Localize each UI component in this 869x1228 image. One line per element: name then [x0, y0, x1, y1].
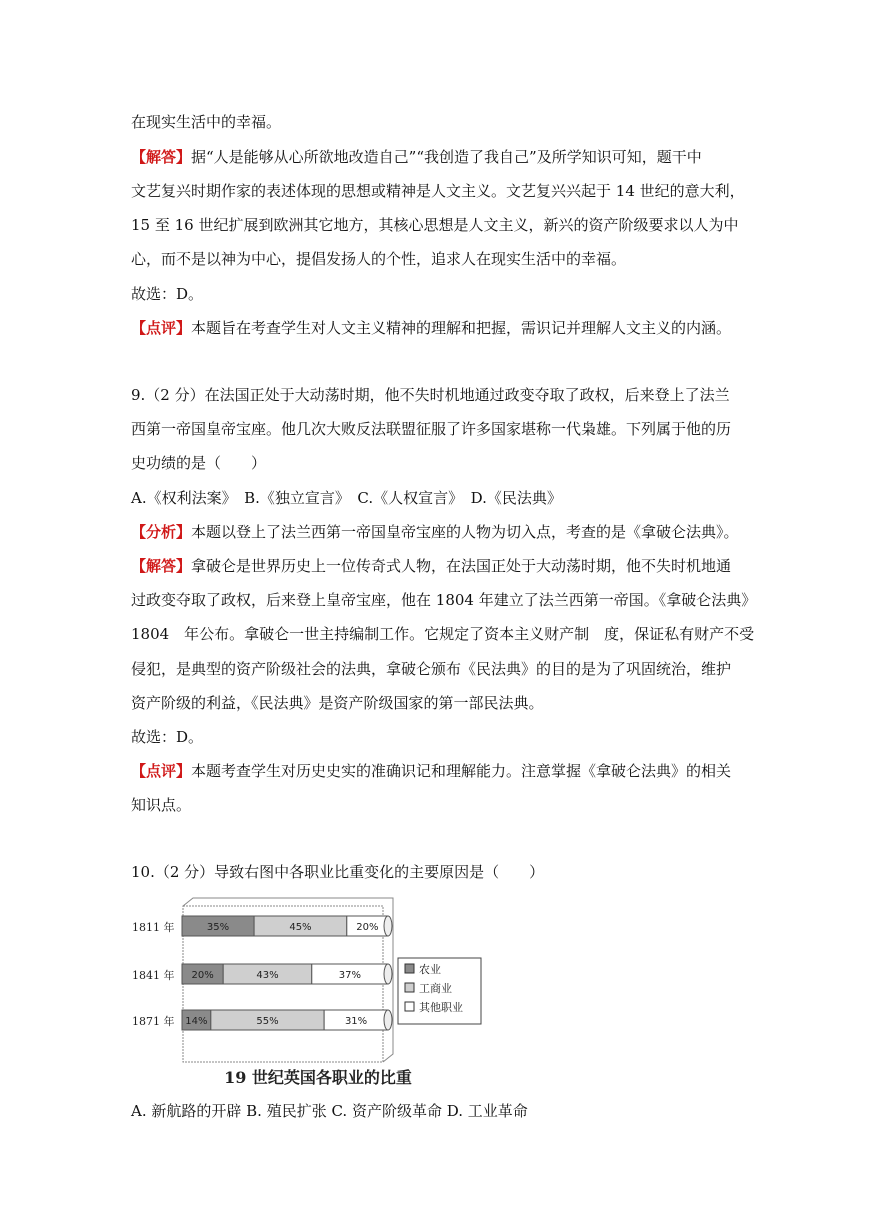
- q9-stem-line-2: 西第一帝国皇帝宝座。他几次大败反法联盟征服了许多国家堪称一代枭雄。下列属于他的历: [131, 420, 732, 438]
- legend-swatch: [405, 983, 414, 992]
- q9-answer-line-3: 1804 年公布。拿破仑一世主持编制工作。它规定了资本主义财产制 度，保证私有财产不受: [131, 625, 755, 643]
- q10-stem: 10.（2 分）导致右图中各职业比重变化的主要原因是（ ）: [131, 863, 545, 881]
- q10-options: A. 新航路的开辟 B. 殖民扩张 C. 资产阶级革命 D. 工业革命: [131, 1102, 528, 1120]
- q9-answer-line-4: 侵犯，是典型的资产阶级社会的法典，拿破仑颁布《民法典》的目的是为了巩固统治，维护: [131, 660, 732, 678]
- q9-stem-line-3: 史功绩的是（ ）: [131, 454, 267, 472]
- review-text: 本题考查学生对历史史实的准确识记和理解能力。注意掌握《拿破仑法典》的相关: [191, 762, 732, 780]
- bars-group: [132, 916, 392, 1030]
- legend-swatch: [405, 1002, 414, 1011]
- prev-answer-line-4: 心，而不是以神为中心，提倡发扬人的个性，追求人在现实生活中的幸福。: [131, 250, 627, 268]
- legend-swatch: [405, 964, 414, 973]
- q9-review-line-2: 知识点。: [131, 796, 192, 814]
- analysis-tag: 【分析】: [131, 523, 192, 541]
- data-label: 55%: [256, 1016, 279, 1027]
- q9-analysis-line: [131, 522, 739, 542]
- q9-review-line-1: [131, 761, 731, 781]
- q9-stem-line-1: 9.（2 分）在法国正处于大动荡时期，他不失时机地通过政变夺取了政权，后来登上了法兰: [131, 386, 730, 404]
- review-tag: 【点评】: [131, 762, 192, 780]
- legend: [398, 958, 481, 1024]
- data-label: 37%: [338, 970, 362, 981]
- q9-options: A.《权利法案》 B.《独立宣言》 C.《人权宣言》 D.《民法典》: [131, 489, 562, 507]
- legend-label: 农业: [419, 963, 441, 976]
- category-label: 1841 年: [132, 969, 175, 982]
- data-label: 20%: [356, 922, 379, 933]
- analysis-text: 本题以登上了法兰西第一帝国皇帝宝座的人物为切入点，考查的是《拿破仑法典》。: [191, 523, 739, 541]
- data-label: 35%: [206, 922, 230, 933]
- answer-tag: 【解答】: [131, 557, 192, 575]
- q9-answer-line-5: 资产阶级的利益，《民法典》是资产阶级国家的第一部民法典。: [131, 694, 544, 712]
- answer-tag: 【解答】: [131, 148, 192, 166]
- data-label: 31%: [344, 1016, 368, 1027]
- bar-end-cap: [384, 1010, 392, 1030]
- prev-answer-line-1: [131, 147, 702, 167]
- data-label: 43%: [256, 970, 279, 981]
- prev-answer-line-3: 15 至 16 世纪扩展到欧洲其它地方，其核心思想是人文主义，新兴的资产阶级要求以人为中: [131, 216, 739, 234]
- review-tag: 【点评】: [131, 319, 192, 337]
- chart-title: 19 世纪英国各职业的比重: [224, 1068, 412, 1087]
- data-label: 14%: [185, 1016, 208, 1027]
- category-label: 1871 年: [132, 1015, 175, 1028]
- legend-label: 工商业: [419, 982, 452, 995]
- bar-end-cap: [384, 916, 392, 936]
- prev-tail: 在现实生活中的幸福。: [131, 113, 282, 131]
- prev-choice: 故选：D。: [131, 285, 204, 303]
- category-label: 1811 年: [132, 921, 175, 934]
- answer-text: 据“人是能够从心所欲地改造自己”“我创造了我自己”及所学知识可知，题干中: [191, 148, 702, 166]
- q9-answer-line-2: 过政变夺取了政权，后来登上皇帝宝座，他在 1804 年建立了法兰西第一帝国。《拿破仑法典》: [131, 591, 757, 609]
- occupation-chart-svg: [128, 894, 508, 1089]
- review-text: 本题旨在考查学生对人文主义精神的理解和把握，需识记并理解人文主义的内涵。: [191, 319, 732, 337]
- q9-choice: 故选：D。: [131, 728, 204, 746]
- answer-text: 拿破仑是世界历史上一位传奇式人物，在法国正处于大动荡时期，他不失时机地通: [191, 557, 732, 575]
- occupation-chart: [128, 894, 508, 1089]
- prev-review-line: [131, 318, 731, 338]
- bar-end-cap: [384, 964, 392, 984]
- legend-label: 其他职业: [419, 1001, 463, 1014]
- prev-answer-line-2: 文艺复兴时期作家的表述体现的思想或精神是人文主义。文艺复兴兴起于 14 世纪的意大利，: [131, 182, 745, 200]
- q9-answer-line-1: [131, 556, 731, 576]
- data-label: 20%: [191, 970, 214, 981]
- data-label: 45%: [289, 922, 312, 933]
